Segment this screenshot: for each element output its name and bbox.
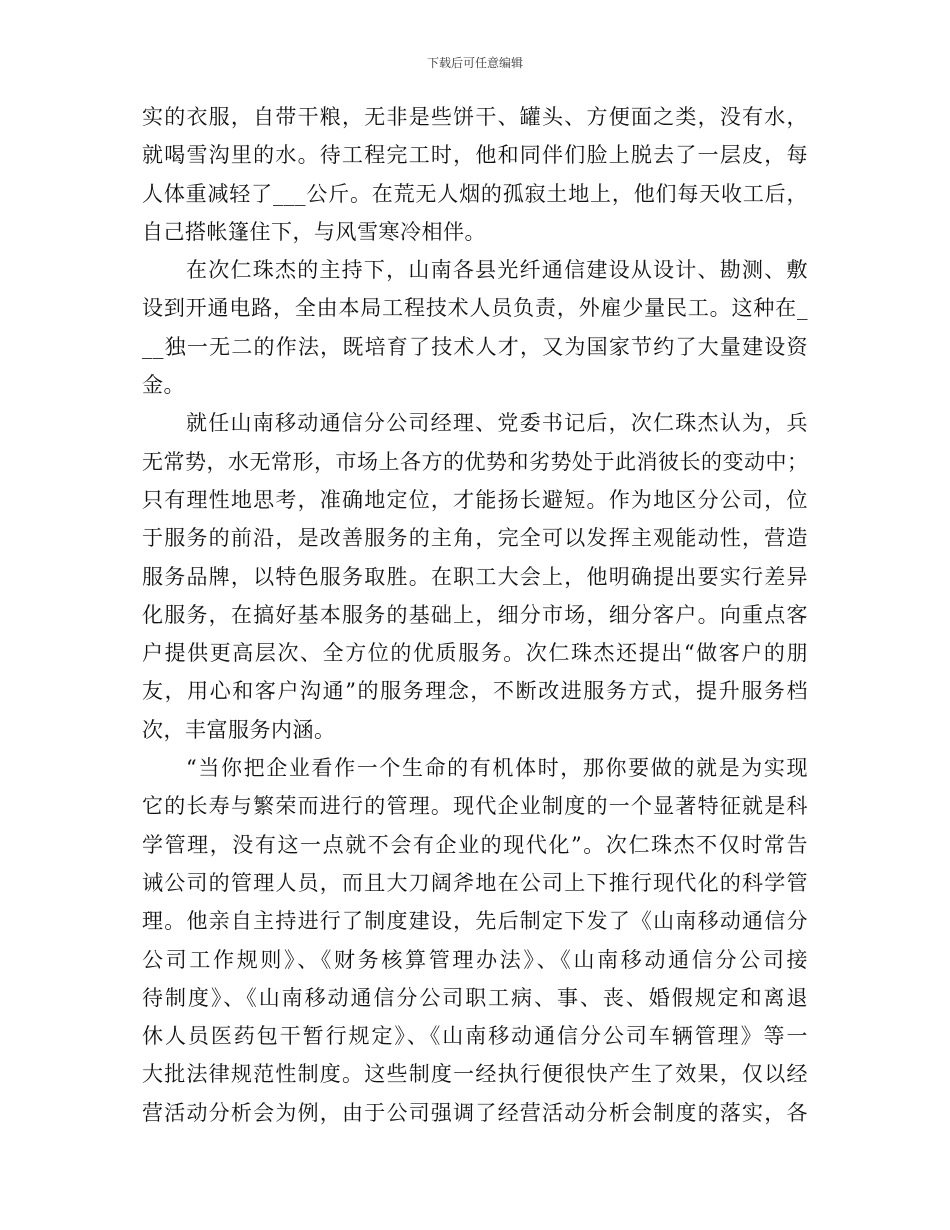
text-line: “当你把企业看作一个生命的有机体时，那你要做的就是为实现 bbox=[186, 756, 808, 781]
document-body bbox=[142, 98, 808, 1132]
text-line: 在次仁珠杰的主持下，山南各县光纤通信建设从设计、勘测、敷 bbox=[186, 258, 808, 283]
text-line: __独一无二的作法，既培育了技术人才，又为国家节约了大量建设资 bbox=[142, 334, 808, 359]
text-line: 学管理，没有这一点就不会有企业的现代化”。次仁珠杰不仅时常告 bbox=[142, 832, 808, 857]
text-line: 实的衣服，自带干粮，无非是些饼干、罐头、方便面之类，没有水， bbox=[142, 105, 808, 129]
text-line: 于服务的前沿，是改善服务的主角，完全可以发挥主观能动性，营造 bbox=[142, 526, 808, 551]
text-line: 服务品牌，以特色服务取胜。在职工大会上，他明确提出要实行差异 bbox=[142, 564, 808, 589]
text-line: 设到开通电路，全由本局工程技术人员负责，外雇少量民工。这种在_ bbox=[142, 296, 808, 321]
page-header: 下载后可任意编辑 bbox=[426, 56, 523, 70]
text-line: 次，丰富服务内涵。 bbox=[142, 717, 336, 742]
text-line: 化服务，在搞好基本服务的基础上，细分市场，细分客户。向重点客 bbox=[142, 602, 808, 627]
text-line: 人体重减轻了___公斤。在荒无人烟的孤寂土地上，他们每天收工后， bbox=[142, 181, 808, 206]
text-line: 公司工作规则》、《财务核算管理办法》、《山南移动通信分公司接 bbox=[142, 947, 808, 972]
text-line: 无常势，水无常形，市场上各方的优势和劣势处于此消彼长的变动中； bbox=[142, 449, 809, 474]
text-line: 诫公司的管理人员，而且大刀阔斧地在公司上下推行现代化的科学管 bbox=[142, 870, 808, 895]
text-line: 就任山南移动通信分公司经理、党委书记后，次仁珠杰认为，兵 bbox=[186, 411, 808, 436]
text-line: 只有理性地思考，准确地定位，才能扬长避短。作为地区分公司，位 bbox=[142, 487, 808, 512]
text-line: 自己搭帐篷住下，与风雪寒冷相伴。 bbox=[142, 219, 486, 244]
text-line: 大批法律规范性制度。这些制度一经执行便很快产生了效果，仅以经 bbox=[142, 1062, 808, 1087]
text-line: 金。 bbox=[142, 373, 185, 398]
text-line: 休人员医药包干暂行规定》、《山南移动通信分公司车辆管理》等一 bbox=[142, 1024, 808, 1049]
text-line: 营活动分析会为例，由于公司强调了经营活动分析会制度的落实，各 bbox=[142, 1100, 808, 1125]
text-line: 就喝雪沟里的水。待工程完工时，他和同伴们脸上脱去了一层皮，每 bbox=[142, 143, 808, 168]
text-line: 它的长寿与繁荣而进行的管理。现代企业制度的一个显著特征就是科 bbox=[142, 794, 808, 819]
text-line: 理。他亲自主持进行了制度建设，先后制定下发了《山南移动通信分 bbox=[142, 909, 808, 934]
text-line: 待制度》、《山南移动通信分公司职工病、事、丧、婚假规定和离退 bbox=[142, 985, 808, 1010]
text-line: 友，用心和客户沟通”的服务理念，不断改进服务方式，提升服务档 bbox=[142, 679, 808, 704]
text-line: 户提供更高层次、全方位的优质服务。次仁珠杰还提出“做客户的朋 bbox=[142, 641, 808, 666]
